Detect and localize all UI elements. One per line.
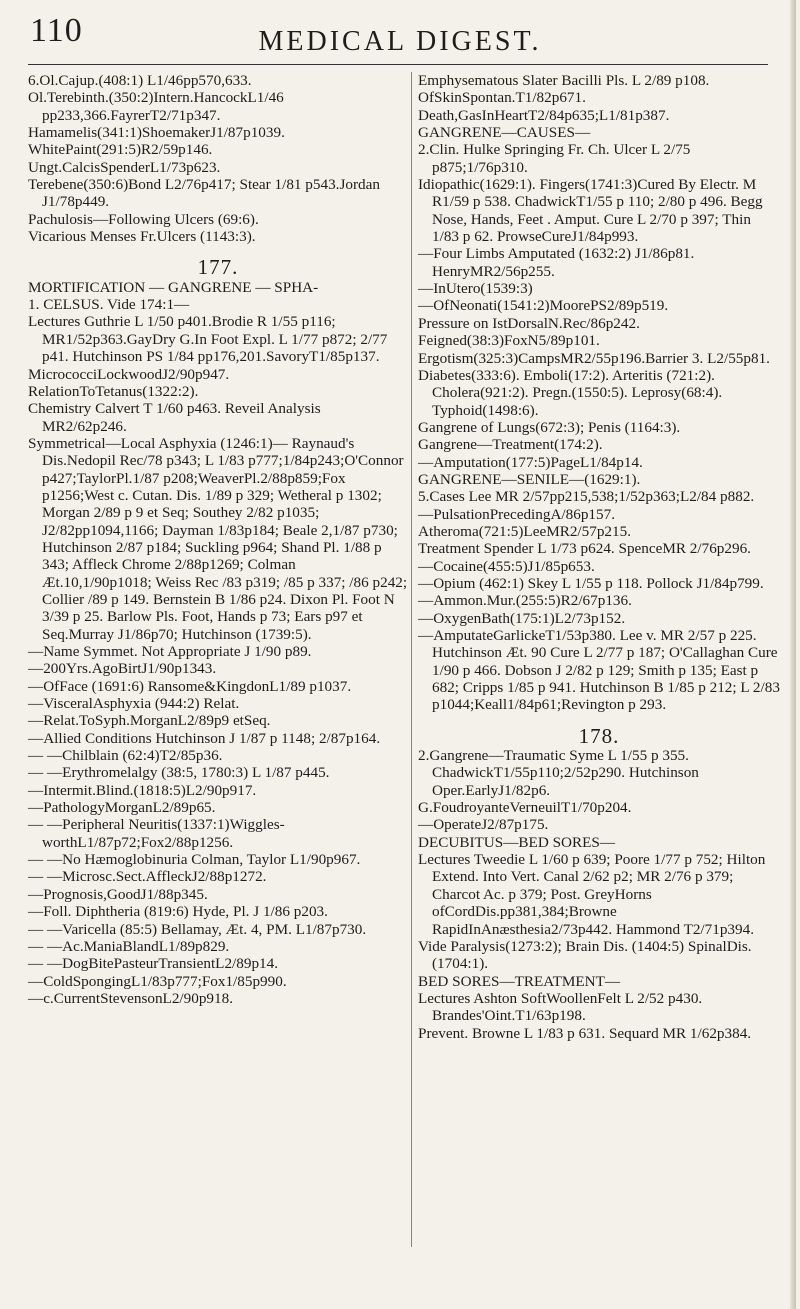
- index-entry: —OxygenBath(175:1)L2/73p152.: [418, 609, 626, 627]
- index-entry: Vicarious Menses Fr.Ulcers (1143:3).: [28, 228, 256, 246]
- section-heading: MORTIFICATION — GANGRENE — SPHA-: [28, 278, 319, 296]
- index-entry: —Cocaine(455:5)J1/85p653.: [418, 557, 595, 575]
- index-entry: — —No Hæmoglobinuria Colman, Taylor L1/90p967.: [28, 851, 361, 869]
- index-entry: — —Chilblain (62:4)T2/85p36.: [28, 747, 223, 765]
- index-entry: Pressure on IstDorsalN.Rec/86p242.: [418, 314, 640, 332]
- index-entry: 5.Cases Lee MR 2/57pp215,538;1/52p363;L2/84 p882.: [418, 488, 755, 506]
- index-entry: Gangrene—Treatment(174:2).: [418, 436, 603, 454]
- index-entry: —Intermit.Blind.(1818:5)L2/90p917.: [28, 781, 257, 799]
- index-entry: Atheroma(721:5)LeeMR2/57p215.: [418, 522, 632, 540]
- index-entry: — —Peripheral Neuritis(1337:1)Wiggles- worthL1/87p72;Fox2/88p1256.: [28, 816, 285, 851]
- index-entry: —PulsationPrecedingA/86p157.: [418, 505, 615, 523]
- section-heading: BED SORES—TREATMENT—: [418, 972, 621, 990]
- index-entry: —Four Limbs Amputated (1632:2) J1/86p81. HenryMR2/56p255.: [418, 245, 695, 280]
- index-entry: Lectures Ashton SoftWoollenFelt L 2/52 p430. Brandes'Oint.T1/63p198.: [418, 989, 703, 1025]
- index-entry: —Opium (462:1) Skey L 1/55 p 118. Pollock J1/84p799.: [418, 574, 764, 592]
- index-entry: —OfFace (1691:6) Ransome&KingdonL1/89 p1037.: [28, 677, 352, 695]
- index-entry: —Prognosis,GoodJ1/88p345.: [28, 885, 208, 903]
- index-entry: —Amputation(177:5)PageL1/84p14.: [418, 453, 643, 471]
- index-entry: Ol.Terebinth.(350:2)Intern.HancockL1/46 pp233,366.FayrerT2/71p347.: [28, 89, 284, 124]
- index-entry: Ergotism(325:3)CampsMR2/55p196.Barrier 3. L2/55p81.: [418, 349, 770, 367]
- index-entry: Hamamelis(341:1)ShoemakerJ1/87p1039.: [28, 124, 285, 142]
- index-entry: OfSkinSpontan.T1/82p671.: [418, 89, 586, 107]
- page-edge-shadow: [790, 0, 796, 1309]
- index-entry: —ColdSpongingL1/83p777;Fox1/85p990.: [28, 972, 287, 990]
- index-entry: RelationToTetanus(1322:2).: [28, 382, 199, 400]
- index-entry: Pachulosis—Following Ulcers (69:6).: [28, 210, 259, 228]
- index-entry: Diabetes(333:6). Emboli(17:2). Arteritis (721:2). Cholera(921:2). Pregn.(1550:5). Leprosy(68:4). Typhoid(1498:6).: [418, 366, 723, 419]
- index-entry: Idiopathic(1629:1). Fingers(1741:3)Cured By Electr. M R1/59 p 538. ChadwickT1/55 p 110; 2/80 p 496. Begg Nose, Hands, Feet . Amput. Cure L 2/70 p 397; Thin 1/83 p 62. ProwseCureJ1/84p993.: [418, 176, 763, 246]
- index-entry: G.FoudroyanteVerneuilT1/70p204.: [418, 799, 632, 817]
- index-entry: —Foll. Diphtheria (819:6) Hyde, Pl. J 1/86 p203.: [28, 903, 328, 921]
- index-entry: — —Ac.ManiaBlandL1/89p829.: [28, 937, 230, 955]
- column-divider: [411, 72, 412, 1247]
- section-heading: GANGRENE—SENILE—(1629:1).: [418, 470, 641, 488]
- index-entry: — —Erythromelalgy (38:5, 1780:3) L 1/87 p445.: [28, 764, 330, 782]
- section-heading: DECUBITUS—BED SORES—: [418, 833, 616, 851]
- header-rule: [28, 64, 768, 65]
- index-entry: —AmputateGarlickeT1/53p380. Lee v. MR 2/57 p 225. Hutchinson Æt. 90 Cure L 2/77 p 187; O'Callaghan Cure 1/90 p 466. Dobson J 2/82 p 129; Smith p 135; East p 682; Cripps 1/85 p 941. Hutchinson B 1/85 p 212; L 2/83 p1044;Keall1/84p61;Revington p 293.: [418, 627, 780, 714]
- index-entry: Gangrene of Lungs(672:3); Penis (1164:3).: [418, 418, 681, 436]
- index-entry: Symmetrical—Local Asphyxia (1246:1)— Raynaud's Dis.Nedopil Rec/78 p343; L 1/83 p777;1/84p243;O'Connor p427;TaylorPl.1/87 p208;WeaverPl.2/88p859;Fox p1256;West c. Cutan. Dis. 1/89 p 329; Wetheral p 1302; Morgan 2/89 p 9 et Seq; Southey 2/82 p1035; J2/82pp1094,1166; Dayman 1/83p184; Beale 2,1/87 p730; Hutchinson 2/87 p184; Suckling p964; Shand Pl. 1/88 p 343; Affleck Chrome 2/88p1269; Colman Æt.10,1/90p1018; Weiss Rec /83 p319; /85 p 337; /86 p242; Collier /89 p 149. Bernstein B 1/86 p24. Dixon Pl. Foot N 3/39 p 25. Barlow Pls. Foot, Hands p 73; Ears p97 et Seq.Murray J1/86p70; Hutchinson (1739:5).: [28, 434, 408, 643]
- index-entry: Vide Paralysis(1273:2); Brain Dis. (1404:5) SpinalDis.(1704:1).: [418, 937, 752, 973]
- index-entry: —InUtero(1539:3): [418, 280, 533, 298]
- right-column: [418, 72, 780, 1042]
- index-entry: —OfNeonati(1541:2)MoorePS2/89p519.: [418, 297, 669, 315]
- index-entry: Treatment Spender L 1/73 p624. SpenceMR 2/76p296.: [418, 540, 751, 558]
- index-entry: —OperateJ2/87p175.: [418, 816, 549, 834]
- index-entry: —VisceralAsphyxia (944:2) Relat.: [28, 695, 240, 713]
- index-entry: Terebene(350:6)Bond L2/76p417; Stear 1/81 p543.Jordan J1/78p449.: [28, 176, 380, 211]
- index-entry: 2.Gangrene—Traumatic Syme L 1/55 p 355. ChadwickT1/55p110;2/52p290. Hutchinson Oper.EarlyJ1/82p6.: [418, 747, 699, 799]
- index-entry: —Name Symmet. Not Appropriate J 1/90 p89.: [28, 643, 312, 660]
- index-entry: — —DogBitePasteurTransientL2/89p14.: [28, 955, 279, 973]
- index-entry: Lectures Tweedie L 1/60 p 639; Poore 1/77 p 752; Hilton Extend. Into Vert. Canal 2/62 p2; MR 2/76 p 379; Charcot Ac. p 379; Post. GreyHorns ofCordDis.pp381,384;Browne RapidInAnæsthesia2/73p442. Hammond T2/71p394.: [418, 851, 766, 938]
- index-entry: Chemistry Calvert T 1/60 p463. Reveil Analysis MR2/62p246.: [28, 400, 321, 435]
- index-entry: 6.Ol.Cajup.(408:1) L1/46pp570,633.: [28, 72, 252, 89]
- page-number: 110: [30, 12, 83, 49]
- index-entry: —PathologyMorganL2/89p65.: [28, 799, 216, 817]
- index-entry: — —Varicella (85:5) Bellamay, Æt. 4, PM. L1/87p730.: [28, 920, 367, 938]
- index-entry: — —Microsc.Sect.AffleckJ2/88p1272.: [28, 868, 267, 886]
- index-entry: Ungt.CalcisSpenderL1/73p623.: [28, 158, 221, 176]
- index-entry: Emphysematous Slater Bacilli Pls. L 2/89 p108.: [418, 72, 710, 89]
- index-entry: 2.Clin. Hulke Springing Fr. Ch. Ulcer L 2/75 p875;1/76p310.: [418, 141, 691, 176]
- index-entry: Lectures Guthrie L 1/50 p401.Brodie R 1/55 p116; MR1/52p363.GayDry G.In Foot Expl. L 1/77 p872; 2/77 p41. Hutchinson PS 1/84 pp176,201.SavoryT1/85p137.: [28, 313, 388, 366]
- index-entry: —Allied Conditions Hutchinson J 1/87 p 1148; 2/87p164.: [28, 729, 381, 747]
- index-entry: Feigned(38:3)FoxN5/89p101.: [418, 332, 600, 350]
- index-entry: —Ammon.Mur.(255:5)R2/67p136.: [418, 592, 632, 610]
- index-entry: —200Yrs.AgoBirtJ1/90p1343.: [28, 660, 217, 678]
- index-entry: MicrococciLockwoodJ2/90p947.: [28, 365, 230, 383]
- left-column: [28, 72, 408, 1007]
- section-number: 177.: [197, 255, 239, 280]
- index-entry: —c.CurrentStevensonL2/90p918.: [28, 989, 234, 1007]
- running-head: MEDICAL DIGEST.: [258, 26, 542, 57]
- section-number: 178.: [578, 723, 620, 748]
- index-entry: Death,GasInHeartT2/84p635;L1/81p387.: [418, 106, 670, 124]
- section-heading: GANGRENE—CAUSES—: [418, 124, 591, 142]
- index-entry: WhitePaint(291:5)R2/59p146.: [28, 141, 213, 159]
- index-entry: —Relat.ToSyph.MorganL2/89p9 etSeq.: [28, 712, 271, 730]
- section-subheading: 1. CELSUS. Vide 174:1—: [28, 296, 190, 314]
- index-entry: Prevent. Browne L 1/83 p 631. Sequard MR 1/62p384.: [418, 1024, 752, 1042]
